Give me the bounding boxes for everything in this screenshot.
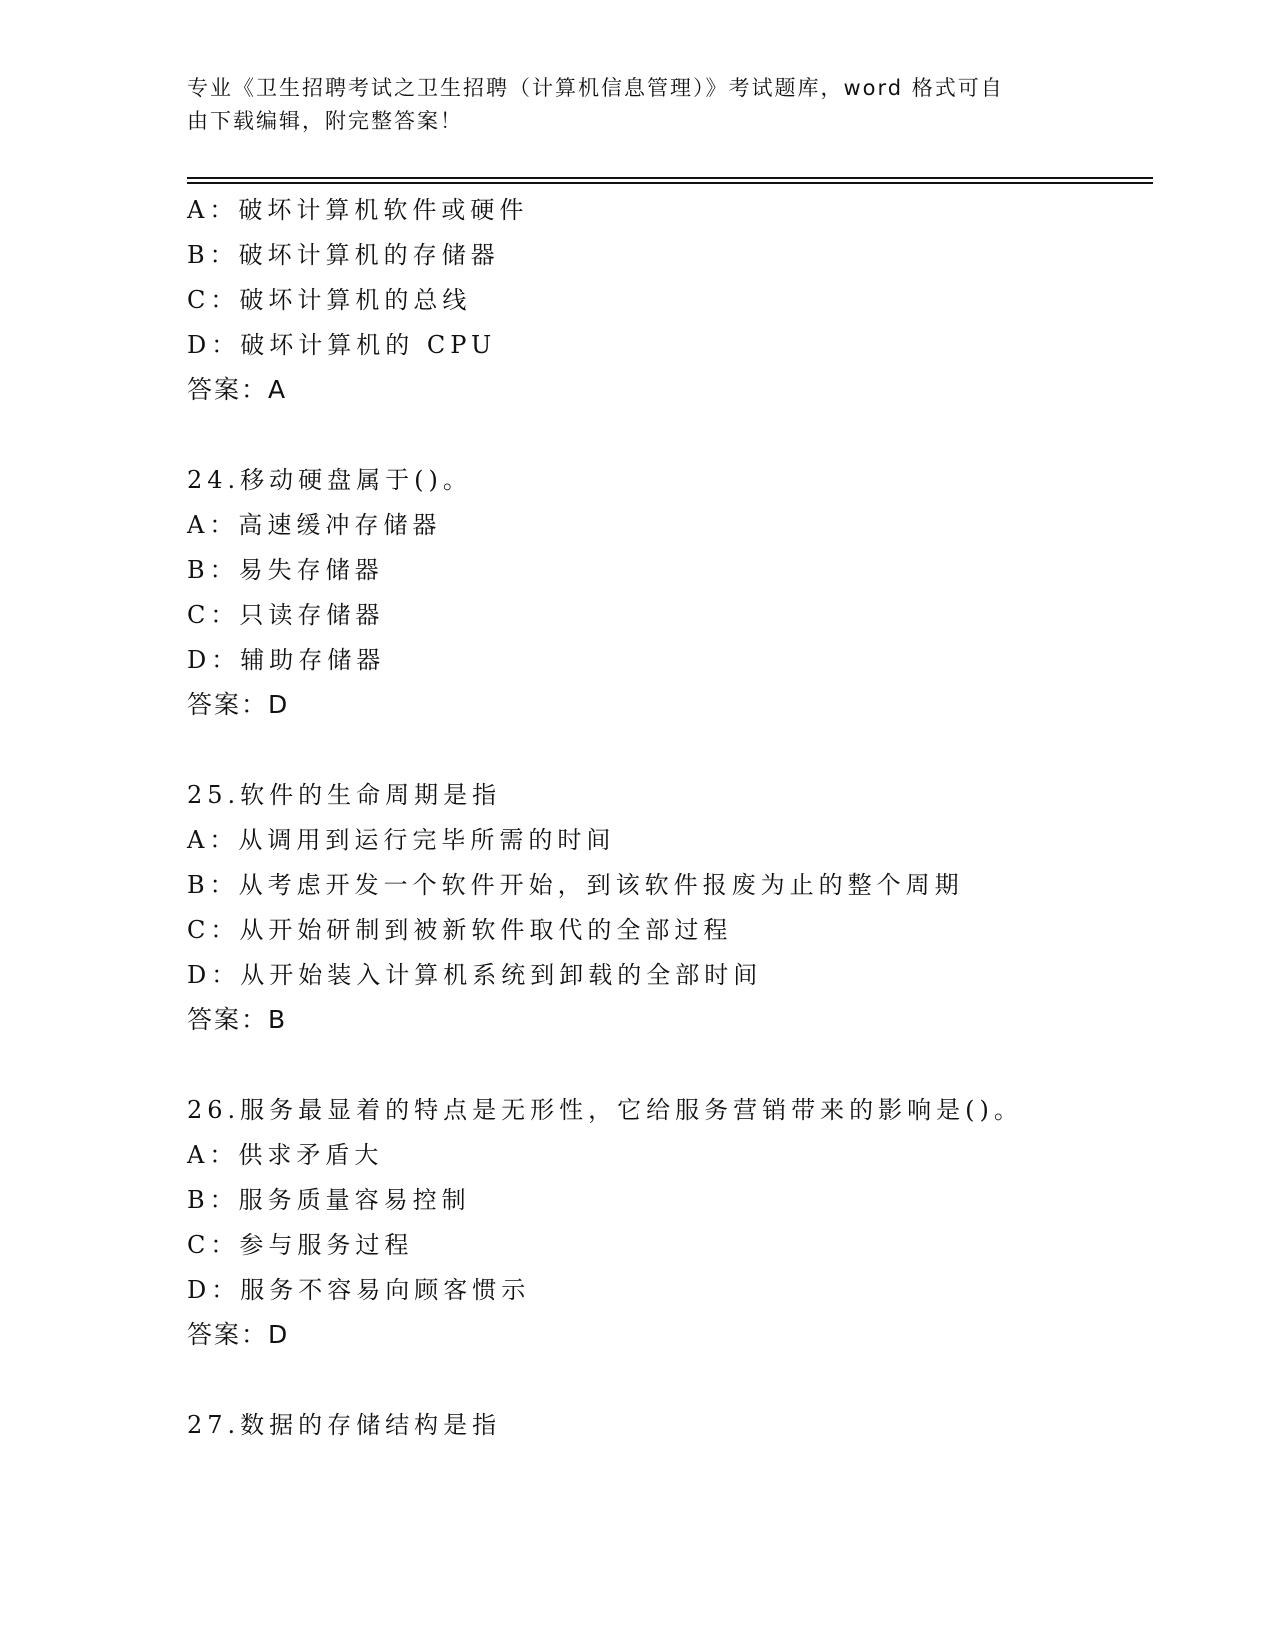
option-line: B：从考虑开发一个软件开始，到该软件报废为止的整个周期 <box>187 871 964 899</box>
option-line: D：服务不容易向顾客惯示 <box>187 1276 531 1304</box>
option-line: B：易失存储器 <box>187 556 384 584</box>
answer-line: 答案：B <box>187 1005 288 1034</box>
answer-line: 答案：D <box>187 1320 290 1349</box>
question-line: 26.服务最显着的特点是无形性，它给服务营销带来的影响是()。 <box>187 1096 1023 1124</box>
option-line: D：辅助存储器 <box>187 646 386 674</box>
option-line: A：高速缓冲存储器 <box>187 511 442 539</box>
document-header <box>187 72 1087 138</box>
option-line: C：只读存储器 <box>187 601 385 629</box>
option-line: B：服务质量容易控制 <box>187 1186 471 1214</box>
option-line: D：破坏计算机的 CPU <box>187 331 497 359</box>
option-line: A：从调用到运行完毕所需的时间 <box>187 826 616 854</box>
answer-line: 答案：D <box>187 690 290 719</box>
question-line: 27.数据的存储结构是指 <box>187 1411 502 1439</box>
answer-line: 答案：A <box>187 375 288 404</box>
option-line: A：供求矛盾大 <box>187 1141 384 1169</box>
question-line: 25.软件的生命周期是指 <box>187 781 502 809</box>
header-line-2: 由下载编辑，附完整答案！ <box>187 109 463 133</box>
option-line: C：破坏计算机的总线 <box>187 286 472 314</box>
option-line: C：参与服务过程 <box>187 1231 414 1259</box>
option-line: B：破坏计算机的存储器 <box>187 241 500 269</box>
option-line: A：破坏计算机软件或硬件 <box>187 196 529 224</box>
header-line-1: 专业《卫生招聘考试之卫生招聘（计算机信息管理）》考试题库，word 格式可自 <box>187 76 1004 100</box>
option-line: C：从开始研制到被新软件取代的全部过程 <box>187 916 733 944</box>
header-divider-top <box>187 177 1153 179</box>
header-divider-bottom <box>187 182 1153 184</box>
option-line: D：从开始装入计算机系统到卸载的全部时间 <box>187 961 763 989</box>
question-line: 24.移动硬盘属于()。 <box>187 466 472 494</box>
